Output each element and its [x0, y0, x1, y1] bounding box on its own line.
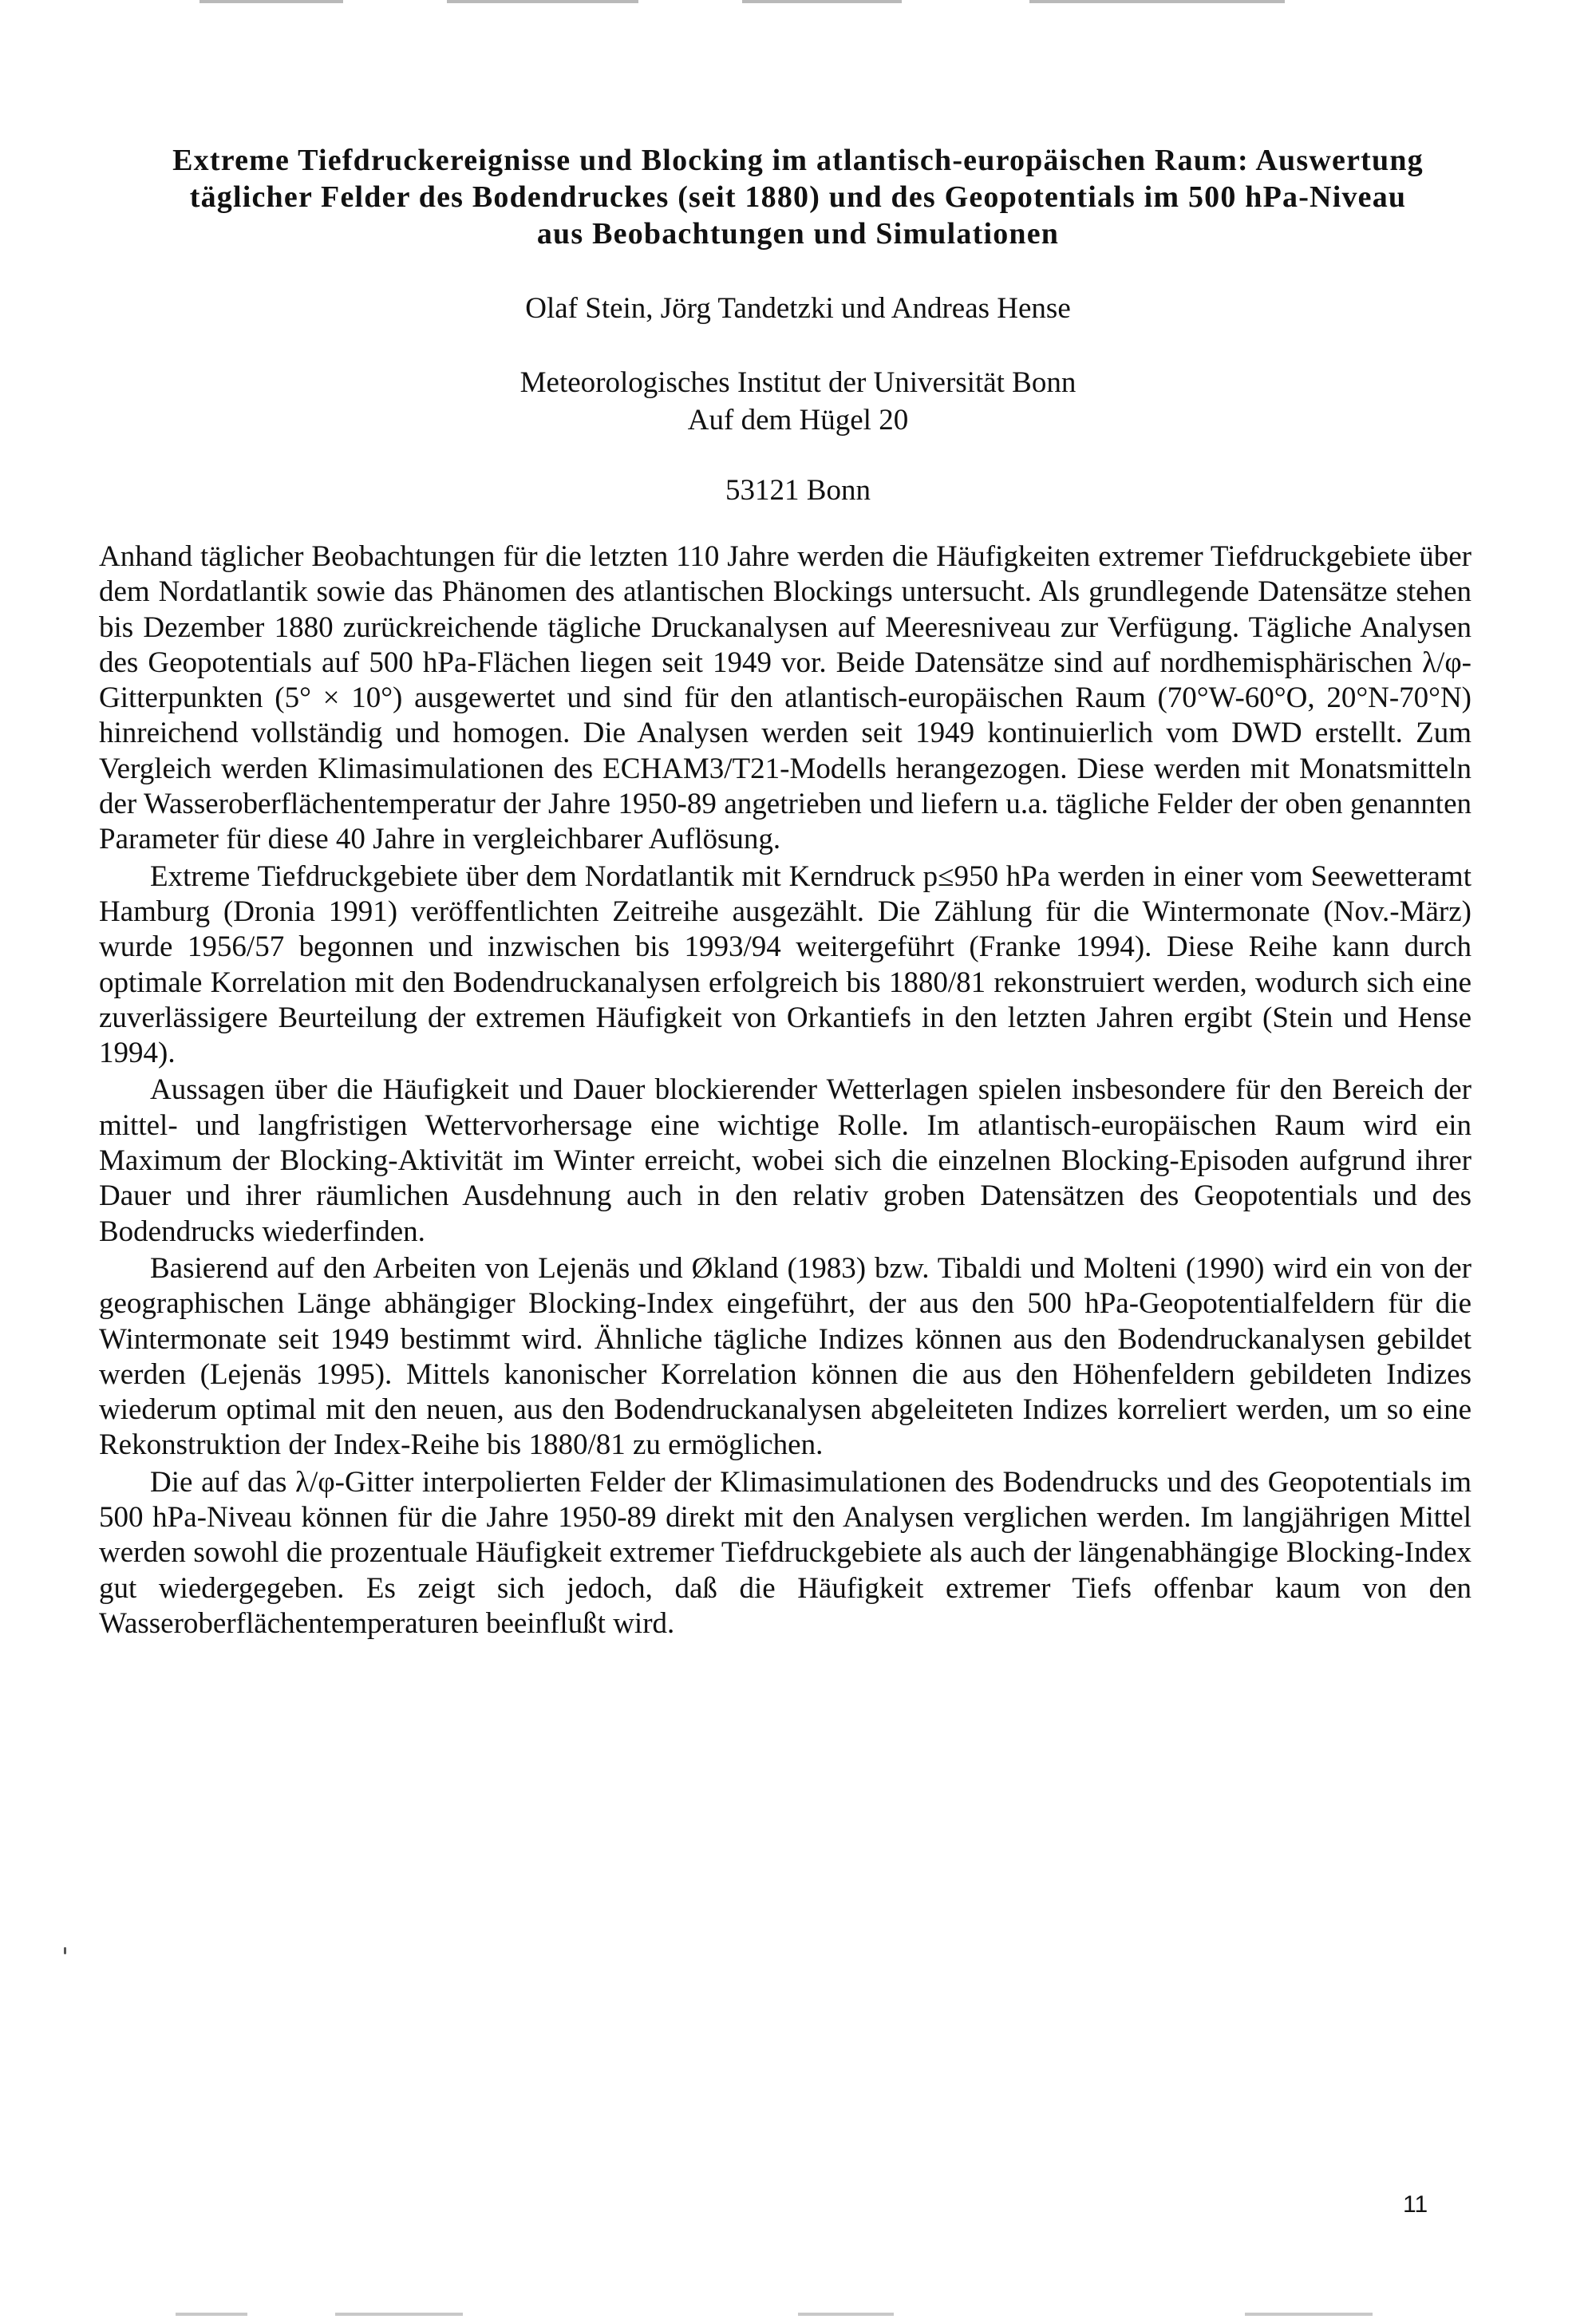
affiliation [0, 364, 1596, 439]
top-scan-edge [447, 0, 638, 3]
affiliation-line: Meteorologisches Institut der Universität Bonn [519, 366, 1077, 399]
paragraph: Die auf das λ/φ-Gitter interpolierten Felder der Klimasimulationen des Bodendrucks und des Geopotentials im 500 hPa-Niveau können für die Jahre 1950-89 direkt mit den Analysen verglichen werden. Im langjährigen Mittel werden sowohl die prozentuale Häufigkeit extremer Tiefdruckgebiete als auch der längenabhängige Blocking-Index gut wiedergegeben. Es zeigt sich jedoch, daß die Häufigkeit extremer Tiefs offenbar kaum von den Wasseroberflächentemperaturen beeinflußt wird. [99, 1465, 1472, 1640]
scan-speck [64, 1947, 66, 1954]
paper-title [80, 142, 1516, 252]
top-scan-edge [200, 0, 343, 3]
affiliation-line: Auf dem Hügel 20 [687, 404, 909, 437]
title-line: täglicher Felder des Bodendruckes (seit 1880) und des Geopotentials im 500 hPa-Niveau [189, 180, 1407, 214]
author-list: Olaf Stein, Jörg Tandetzki und Andreas Hense [525, 292, 1071, 325]
title-line: aus Beobachtungen und Simulationen [536, 217, 1060, 251]
top-scan-edge [1029, 0, 1285, 3]
title-line: Extreme Tiefdruckereignisse und Blocking im atlantisch-europäischen Raum: Auswertung [172, 144, 1424, 177]
page-number: 11 [1403, 2191, 1428, 2218]
top-scan-edge [742, 0, 902, 3]
bottom-scan-edge [798, 2313, 894, 2316]
bottom-scan-edge [1245, 2313, 1373, 2316]
bottom-scan-edge [335, 2313, 463, 2316]
paragraph: Anhand täglicher Beobachtungen für die letzten 110 Jahre werden die Häufigkeiten extremer Tiefdruckgebiete über dem Nordatlantik sowie das Phänomen des atlantischen Blockings untersucht. Als grundlegende Datensätze stehen bis Dezember 1880 zurückreichende tägliche Druckanalysen auf Meeresniveau zur Verfügung. Tägliche Analysen des Geopotentials auf 500 hPa-Flächen liegen seit 1949 vor. Beide Datensätze sind auf nordhemisphärischen λ/φ-Gitterpunkten (5° × 10°) ausgewertet und sind für den atlantisch-europäischen Raum (70°W-60°O, 20°N-70°N) hinreichend vollständig und homogen. Die Analysen werden seit 1949 kontinuierlich vom DWD erstellt. Zum Vergleich werden Klimasimulationen des ECHAM3/T21-Modells herangezogen. Diese werden mit Monatsmitteln der Wasseroberflächentemperatur der Jahre 1950-89 angetrieben und liefern u.a. tägliche Felder der oben genannten Parameter für diese 40 Jahre in vergleichbarer Auflösung. [99, 540, 1472, 856]
paragraph: Aussagen über die Häufigkeit und Dauer blockierender Wetterlagen spielen insbesondere für den Bereich der mittel- und langfristigen Wettervorhersage eine wichtige Rolle. Im atlantisch-europäischen Raum wird ein Maximum der Blocking-Aktivität im Winter erreicht, wobei sich die einzelnen Blocking-Episoden aufgrund ihrer Dauer und ihrer räumlichen Ausdehnung auch in den relativ groben Datensätzen des Geopotentials und des Bodendrucks wiederfinden. [99, 1073, 1472, 1248]
paragraph: Basierend auf den Arbeiten von Lejenäs und Økland (1983) bzw. Tibaldi und Molteni (1990) wird ein von der geographischen Länge abhängiger Blocking-Index eingeführt, der aus den 500 hPa-Geopotentialfeldern für die Wintermonate seit 1949 bestimmt wird. Ähnliche tägliche Indizes können aus den Bodendruckanalysen gebildet werden (Lejenäs 1995). Mittels kanonischer Korrelation können die aus den Höhenfeldern gebildeten Indizes wiederum optimal mit den neuen, aus den Bodendruckanalysen abgeleiteten Indizes korreliert werden, um so eine Rekonstruktion der Index-Reihe bis 1880/81 zu ermöglichen. [99, 1251, 1472, 1462]
postal-city: 53121 Bonn [725, 474, 871, 507]
abstract-body [99, 539, 1472, 1641]
bottom-scan-edge [176, 2313, 247, 2316]
paragraph: Extreme Tiefdruckgebiete über dem Nordatlantik mit Kerndruck p≤950 hPa werden in einer vom Seewetteramt Hamburg (Dronia 1991) veröffentlichten Zeitreihe ausgezählt. Die Zählung für die Wintermonate (Nov.-März) wurde 1956/57 begonnen und inzwischen bis 1993/94 weitergeführt (Franke 1994). Diese Reihe kann durch optimale Korrelation mit den Bodendruckanalysen erfolgreich bis 1880/81 rekonstruiert werden, wodurch sich eine zuverlässigere Beurteilung der extremen Häufigkeit von Orkantiefs in den letzten Jahren ergibt (Stein und Hense 1994). [99, 859, 1472, 1070]
